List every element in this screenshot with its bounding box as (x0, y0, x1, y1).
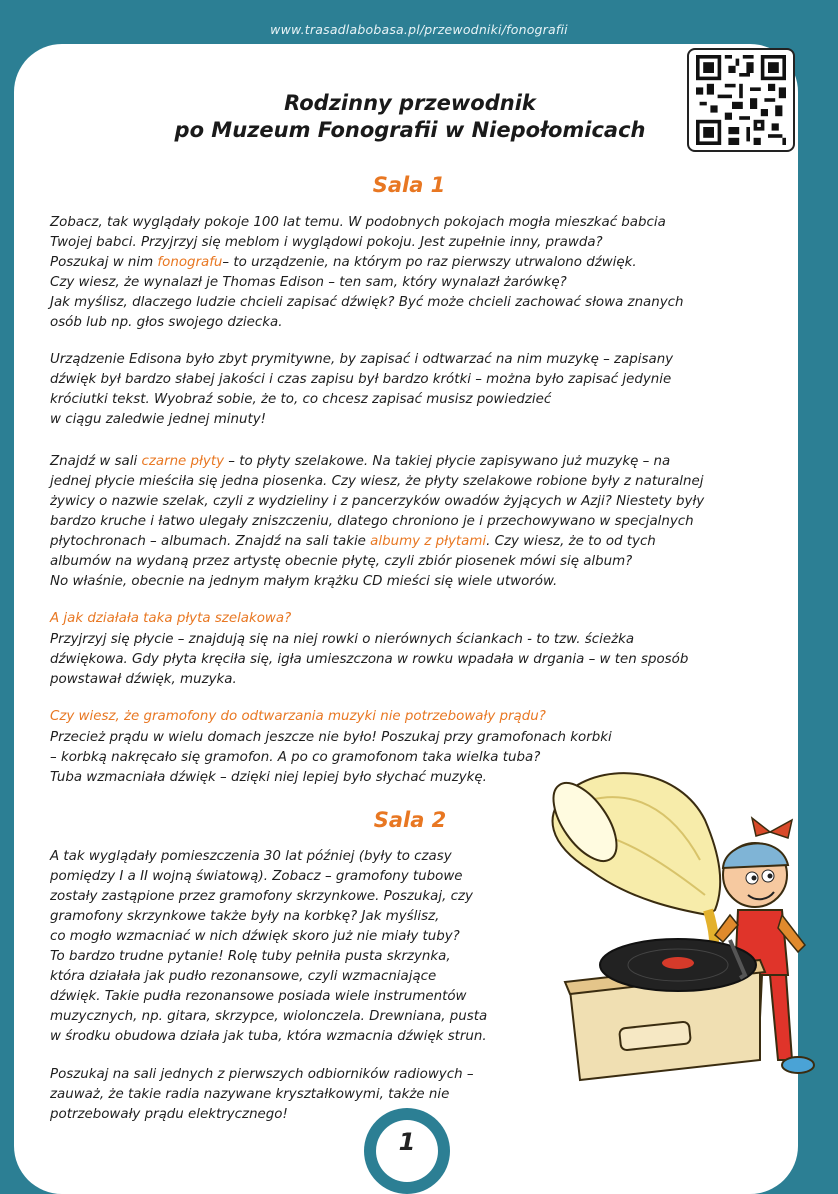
text-line (50, 410, 673, 430)
text-line (50, 492, 704, 512)
sala-2-paragraph-1 (50, 847, 487, 1047)
text-segment: gramofony skrzynkowe także były na korbkę? Jak myślisz, (50, 909, 440, 924)
title-line-1: Rodzinny przewodnik (284, 91, 536, 115)
page-title (150, 90, 670, 144)
highlighted-term: albumy z płytami (370, 534, 487, 549)
text-line (50, 572, 704, 592)
text-line (50, 967, 487, 987)
text-line (50, 1007, 487, 1027)
text-segment: Poszukaj na sali jednych z pierwszych odbiorników radiowych – (50, 1067, 474, 1082)
text-line (50, 1085, 474, 1105)
text-line (50, 670, 688, 690)
text-segment: powstawał dźwięk, muzyka. (50, 672, 237, 687)
text-segment: co mogło wzmacniać w nich dźwięk skoro już nie miały tuby? (50, 929, 460, 944)
text-segment: Twojej babci. Przyjrzyj się meblom i wyglądowi pokoju. Jest zupełnie inny, prawda? (50, 235, 603, 250)
text-line (50, 907, 487, 927)
text-line (50, 390, 673, 410)
question-gramophone-power: Czy wiesz, że gramofony do odtwarzania muzyki nie potrzebowały prądu? (50, 709, 546, 724)
text-line (50, 847, 487, 867)
text-segment: która działała jak pudło rezonansowe, czyli wzmacniające (50, 969, 437, 984)
text-segment: w ciągu zaledwie jednej minuty! (50, 412, 267, 427)
text-segment: pomiędzy I a II wojną światową). Zobacz – gramofony tubowe (50, 869, 463, 884)
text-segment: Czy wiesz, że wynalazł je Thomas Edison – ten sam, który wynalazł żarówkę? (50, 275, 567, 290)
qr-code-image (694, 55, 788, 145)
question-shellac-record: A jak działała taka płyta szelakowa? (50, 611, 292, 626)
text-line (50, 987, 487, 1007)
text-segment: płytochronach – albumach. Znajdź na sali takie (50, 534, 371, 549)
text-line (50, 452, 704, 472)
sala-1-heading: Sala 1 (372, 173, 446, 197)
text-segment: króciutki tekst. Wyobraź sobie, że to, co chcesz zapisać musisz powiedzieć (50, 392, 552, 407)
text-line (50, 273, 684, 293)
text-segment: Przecież prądu w wielu domach jeszcze nie było! Poszukaj przy gramofonach korbki (50, 730, 612, 745)
text-segment: – korbką nakręcało się gramofon. A po co gramofonom taka wielka tuba? (50, 750, 541, 765)
text-segment: albumów na wydaną przez artystę obecnie płytę, czyli zbiór piosenek mówi się album? (50, 554, 633, 569)
sala-1-paragraph-1 (50, 213, 684, 333)
text-segment: dźwiękowa. Gdy płyta kręciła się, igła umieszczona w rowku wpadała w drgania – w ten sposób (50, 652, 689, 667)
text-segment: zostały zastąpione przez gramofony skrzynkowe. Poszukaj, czy (50, 889, 473, 904)
text-line (50, 728, 612, 748)
text-line (50, 350, 673, 370)
sala-2-heading: Sala 2 (373, 808, 447, 832)
text-segment: dźwięk. Takie pudła rezonansowe posiada wiele instrumentów (50, 989, 467, 1004)
text-line (50, 370, 673, 390)
text-segment: Przyjrzyj się płycie – znajdują się na niej rowki o nierównych ściankach - to tzw. ścieżka (50, 632, 635, 647)
text-line (50, 552, 704, 572)
text-segment: No właśnie, obecnie na jednym małym krążku CD mieści się wiele utworów. (50, 574, 558, 589)
highlighted-term: fonografu (157, 255, 223, 270)
text-line (50, 253, 684, 273)
text-line (50, 887, 487, 907)
text-segment: osób lub np. głos swojego dziecka. (50, 315, 283, 330)
text-segment: bardzo kruche i łatwo ulegały zniszczeniu, dlatego chroniono je i przechowywano w specjalnych (50, 514, 694, 529)
text-segment: w środku obudowa działa jak tuba, która wzmacnia dźwięk strun. (50, 1029, 487, 1044)
sala-1-paragraph-3 (50, 452, 704, 592)
text-segment: jednej płycie mieściła się jedna piosenka. Czy wiesz, że płyty szelakowe robione były z naturalnej (50, 474, 704, 489)
text-line (50, 867, 487, 887)
text-segment: – to płyty szelakowe. Na takiej płycie zapisywano już muzykę – na (224, 454, 671, 469)
text-segment: dźwięk był bardzo słabej jakości i czas zapisu był bardzo krótki – można było zapisać jedynie (50, 372, 672, 387)
text-segment: zauważ, że takie radia nazywane kryształkowymi, także nie (50, 1087, 450, 1102)
text-line (50, 313, 684, 333)
text-line (50, 213, 684, 233)
text-line (50, 532, 704, 552)
text-line (50, 1065, 474, 1085)
text-segment: Poszukaj w nim (50, 255, 158, 270)
text-segment: – to urządzenie, na którym po raz pierwszy utrwalono dźwięk. (222, 255, 637, 270)
title-line-2: po Muzeum Fonografii w Niepołomicach (174, 118, 646, 142)
text-line (50, 630, 688, 650)
page-number: 1 (398, 1128, 416, 1156)
qr-code (687, 48, 795, 152)
text-line (50, 947, 487, 967)
text-segment: Zobacz, tak wyglądały pokoje 100 lat temu. W podobnych pokojach mogła mieszkać babcia (50, 215, 666, 230)
header-url: www.trasadlabobasa.pl/przewodniki/fonografii (270, 22, 568, 37)
text-line (50, 1027, 487, 1047)
highlighted-term: czarne płyty (141, 454, 224, 469)
sala-1-paragraph-4 (50, 630, 688, 690)
sala-1-paragraph-5 (50, 728, 612, 788)
text-line (50, 233, 684, 253)
text-segment: Znajdź w sali (50, 454, 142, 469)
text-line (50, 768, 612, 788)
text-segment: A tak wyglądały pomieszczenia 30 lat później (były to czasy (50, 849, 452, 864)
text-line (50, 472, 704, 492)
sala-1-paragraph-2 (50, 350, 673, 430)
text-segment: . Czy wiesz, że to od tych (486, 534, 656, 549)
text-line (50, 748, 612, 768)
text-segment: Urządzenie Edisona było zbyt prymitywne, by zapisać i odtwarzać na nim muzykę – zapisany (50, 352, 674, 367)
text-segment: potrzebowały prądu elektrycznego! (50, 1107, 288, 1122)
text-segment: muzycznych, np. gitara, skrzypce, wiolonczela. Drewniana, pusta (50, 1009, 488, 1024)
text-line (50, 650, 688, 670)
text-segment: Jak myślisz, dlaczego ludzie chcieli zapisać dźwięk? Być może chcieli zachować słowa znanych (50, 295, 684, 310)
text-segment: żywicy o nazwie szelak, czyli z wydzieliny i z pancerzyków owadów żyjących w Azji? Niestety były (50, 494, 705, 509)
gramophone-boy-illustration (530, 760, 830, 1090)
text-segment: To bardzo trudne pytanie! Rolę tuby pełniła pusta skrzynka, (50, 949, 451, 964)
text-line (50, 293, 684, 313)
text-line (50, 927, 487, 947)
text-line (50, 512, 704, 532)
text-segment: Tuba wzmacniała dźwięk – dzięki niej lepiej było słychać muzykę. (50, 770, 487, 785)
